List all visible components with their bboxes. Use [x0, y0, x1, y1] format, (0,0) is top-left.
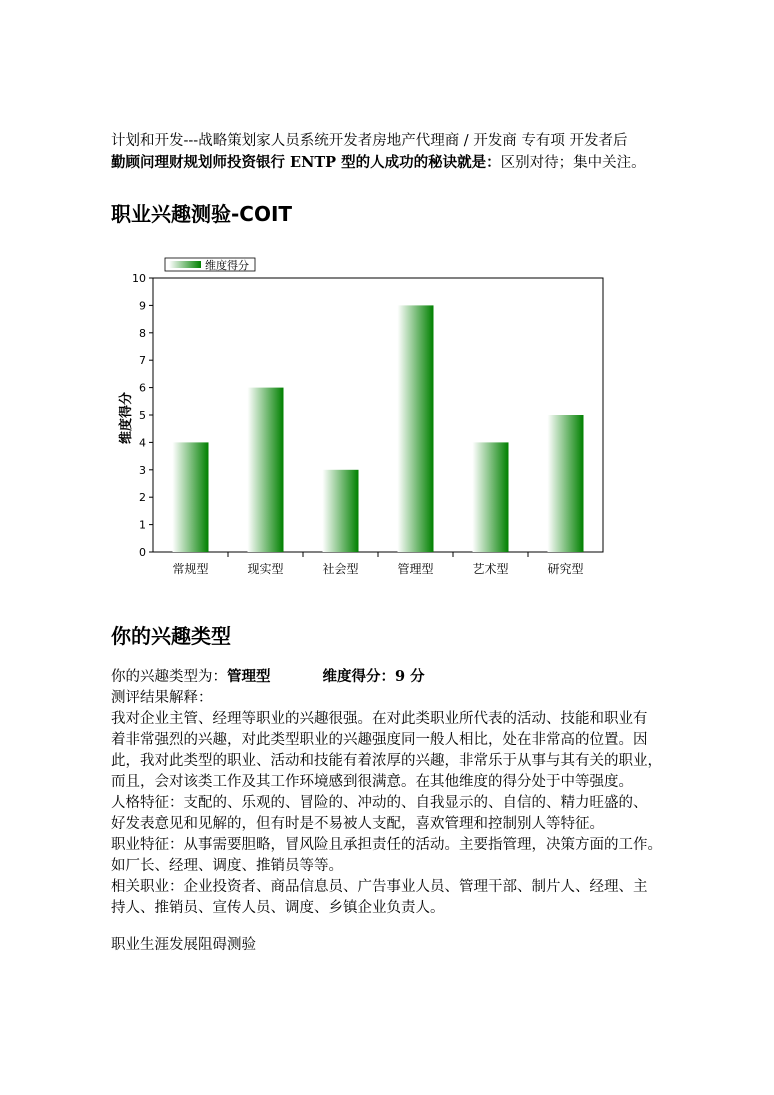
intro-line-1: 计划和开发---战略策划家人员系统开发者房地产代理商 / 开发商 专有项 开发者后 [111, 133, 628, 149]
x-tick-label: 管理型 [397, 562, 434, 576]
score-label: 维度得分： [322, 668, 395, 685]
bar-4 [398, 305, 434, 552]
legend-swatch [169, 261, 201, 268]
intro-suffix: 区别对待；集中关注。 [500, 155, 646, 171]
result-type-line [111, 666, 691, 688]
bar-5 [473, 442, 509, 552]
y-tick-label: 1 [139, 518, 146, 532]
y-tick-label: 10 [132, 272, 146, 285]
type-value: 管理型 [227, 668, 271, 685]
explain-line: 人格特征：支配的、乐观的、冒险的、冲动的、自我显示的、自信的、精力旺盛的、 [111, 795, 648, 811]
explain-line: 好发表意见和见解的，但有时是不易被人支配，喜欢管理和控制别人等特征。 [111, 816, 604, 832]
explain-line: 我对企业主管、经理等职业的兴趣很强。在对此类职业所代表的活动、技能和职业有 [111, 711, 648, 727]
y-tick-label: 7 [139, 354, 146, 368]
x-tick-label: 现实型 [247, 562, 284, 576]
x-tick-label: 常规型 [172, 562, 209, 576]
score-value: 9 分 [395, 668, 425, 685]
interest-bar-chart [108, 250, 628, 590]
legend [165, 258, 255, 272]
section-title-your-type: 你的兴趣类型 [111, 624, 231, 648]
x-tick-label: 研究型 [547, 562, 584, 576]
intro-paragraph [111, 131, 691, 174]
explain-line: 职业特征：从事需要胆略，冒风险且承担责任的活动。主要指管理，决策方面的工作。 [111, 837, 662, 853]
y-tick-label: 9 [139, 299, 146, 313]
intro-line-2 [111, 152, 691, 174]
result-block [111, 666, 691, 919]
y-tick-label: 0 [139, 546, 146, 559]
explain-line: 如厂长、经理、调度、推销员等等。 [111, 858, 343, 874]
section-title-coit: 职业兴趣测验-COIT [111, 202, 293, 226]
explain-line: 着非常强烈的兴趣，对此类型职业的兴趣强度同一般人相比，处在非常高的位置。因 [111, 732, 648, 748]
explain-label: 测评结果解释： [111, 690, 213, 706]
x-axis [172, 552, 583, 576]
intro-emphasis: 勤顾问理财规划师投资银行 ENTP 型的人成功的秘诀就是： [111, 154, 501, 171]
y-tick-label: 6 [139, 381, 146, 395]
y-tick-label: 4 [139, 436, 146, 450]
y-tick-label: 2 [139, 491, 146, 505]
explain-line: 相关职业：企业投资者、商品信息员、广告事业人员、管理干部、制片人、经理、主 [111, 879, 648, 895]
y-axis [132, 272, 153, 559]
y-tick-label: 8 [139, 326, 146, 340]
x-tick-label: 艺术型 [472, 562, 509, 576]
legend-series-name: 维度得分 [205, 259, 249, 272]
y-axis-label: 维度得分 [119, 391, 134, 445]
bar-2 [248, 388, 284, 552]
y-tick-label: 3 [139, 463, 146, 477]
explain-line: 持人、推销员、宣传人员、调度、乡镇企业负责人。 [111, 900, 445, 916]
explain-text [111, 709, 691, 919]
footer-title: 职业生涯发展阻碍测验 [111, 937, 256, 953]
x-tick-label: 社会型 [322, 562, 359, 576]
y-tick-label: 5 [139, 409, 146, 422]
type-label: 你的兴趣类型为： [111, 669, 227, 685]
explain-line: 此，我对此类型的职业、活动和技能有着浓厚的兴趣，非常乐于从事与其有关的职业， [111, 753, 662, 769]
bar-1 [173, 442, 209, 552]
plot-area [153, 278, 603, 552]
bar-3 [323, 470, 359, 552]
explain-line: 而且，会对该类工作及其工作环境感到很满意。在其他维度的得分处于中等强度。 [111, 774, 633, 790]
bar-6 [548, 415, 584, 552]
